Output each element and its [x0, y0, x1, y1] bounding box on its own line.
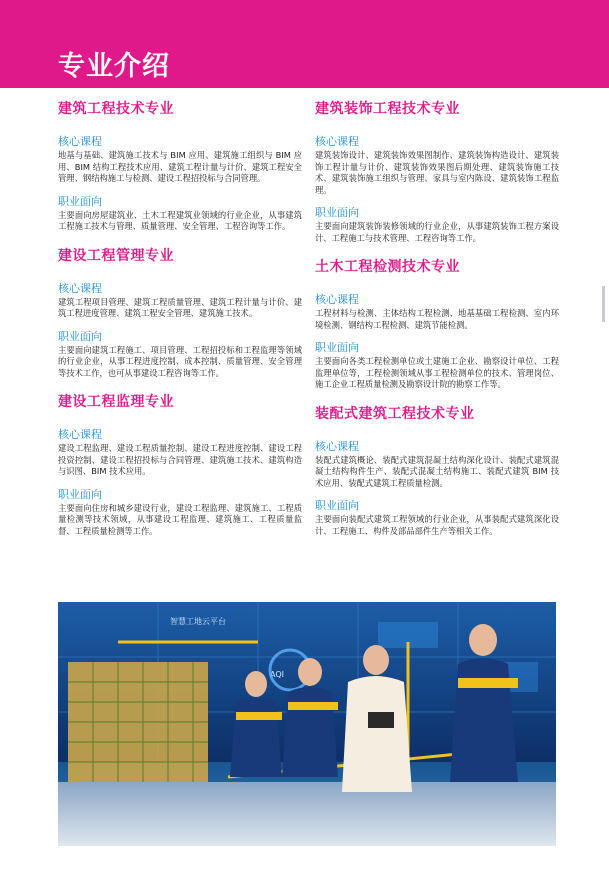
core-courses-label: 核心课程 [315, 439, 359, 453]
major-section [315, 405, 559, 538]
career-label: 职业面向 [58, 487, 102, 501]
major-title: 土木工程检测技术专业 [315, 259, 460, 275]
career-label: 职业面向 [315, 341, 359, 354]
career-text: 主要面向房屋建筑业、土木工程建筑业领域的行业企业，从事建筑工程施工技术与管理、质量管理、安全管理、工程咨询等工作。 [58, 209, 302, 231]
core-courses-label: 核心课程 [315, 293, 359, 306]
core-courses-text: 地基与基础、建筑施工技术与 BIM 应用、建筑施工组织与 BIM 应用、BIM 结构工程技术应用、建筑工程计量与计价、建筑工程安全管理、钢结构施工与检测、建设工程招投标与合同管理。 [58, 150, 302, 183]
screen-aqi-label: AQI [270, 670, 284, 679]
career-text: 主要面向装配式建筑工程领域的行业企业，从事装配式建筑深化设计、工程施工、构件及部品部件生产等相关工作。 [315, 514, 559, 536]
major-section [58, 393, 302, 537]
career-label: 职业面向 [58, 194, 102, 208]
photo-illustration [58, 602, 556, 846]
core-courses-text: 建筑装饰设计、建筑装饰效果图制作、建筑装饰构造设计、建筑装饰工程计量与计价、建筑装饰效果图后期处理、建筑装饰施工技术、建筑装饰施工组织与管理、家具与室内陈设、建筑装饰工程监理。 [315, 150, 559, 195]
career-text: 主要面向住房和城乡建设行业，建设工程监理、建筑施工、工程质量检测等技术领域，从事建设工程监理、建筑施工、工程质量监督、工程质量检测等工作。 [58, 502, 302, 536]
core-courses-label: 核心课程 [58, 428, 102, 441]
career-label: 职业面向 [315, 206, 359, 219]
major-title: 装配式建筑工程技术专业 [315, 405, 475, 422]
major-title: 建设工程监理专业 [58, 394, 174, 410]
career-text: 主要面向建筑工程施工、项目管理、工程招投标和工程监理等领域的行业企业，从事工程进度控制、成本控制、质量管理、安全管理等技术工作，也可从事建设工程咨询等工作。 [58, 344, 302, 378]
tablet-icon [368, 712, 394, 728]
left-column [58, 100, 302, 551]
major-section [315, 258, 559, 391]
training-lab-photo [58, 602, 556, 846]
core-courses-text: 工程材料与检测、主体结构工程检测、地基基础工程检测、室内环境检测、钢结构工程检测、建筑节能检测。 [315, 308, 559, 330]
major-title: 建筑工程技术专业 [58, 101, 174, 117]
career-text: 主要面向各类工程检测单位或土建施工企业、勘察设计单位、工程监理单位等，工程检测领域从事工程检测单位的技术、管理岗位、施工企业工程质量检测及勘察设计院的勘察工作等。 [315, 356, 559, 389]
model-table [58, 782, 556, 846]
core-courses-text: 建设工程监理、建设工程质量控制、建设工程进度控制、建设工程投资控制、建设工程招投标与合同管理、建筑施工技术、建筑构造与识图、BIM 技术应用。 [58, 443, 302, 476]
career-label: 职业面向 [58, 329, 102, 343]
core-courses-text: 建筑工程项目管理、建筑工程质量管理、建筑工程计量与计价、建筑工程进度管理、建筑工程安全管理、建筑施工技术。 [58, 296, 302, 318]
core-courses-label: 核心课程 [58, 135, 102, 148]
major-section [315, 100, 559, 244]
core-courses-label: 核心课程 [58, 281, 102, 295]
major-section [58, 100, 302, 233]
career-label: 职业面向 [315, 499, 359, 512]
major-title: 建筑装饰工程技术专业 [315, 101, 460, 117]
screen-title: 智慧工地云平台 [170, 617, 226, 626]
career-text: 主要面向建筑装饰装修领域的行业企业，从事建筑装饰工程方案设计、工程施工与技术管理、工程咨询等工作。 [315, 221, 559, 243]
right-column [315, 100, 559, 551]
major-title: 建设工程管理专业 [58, 247, 174, 264]
major-section [58, 247, 302, 380]
page-header [0, 0, 609, 88]
core-courses-text: 装配式建筑概论、装配式建筑混凝土结构深化设计、装配式建筑混凝土结构构件生产、装配式混凝土结构施工、装配式建筑 BIM 技术应用、装配式建筑工程质量检测。 [315, 454, 559, 488]
page-title: 专业介绍 [58, 51, 170, 82]
edge-tab-marker [602, 286, 605, 322]
core-courses-label: 核心课程 [315, 135, 359, 148]
